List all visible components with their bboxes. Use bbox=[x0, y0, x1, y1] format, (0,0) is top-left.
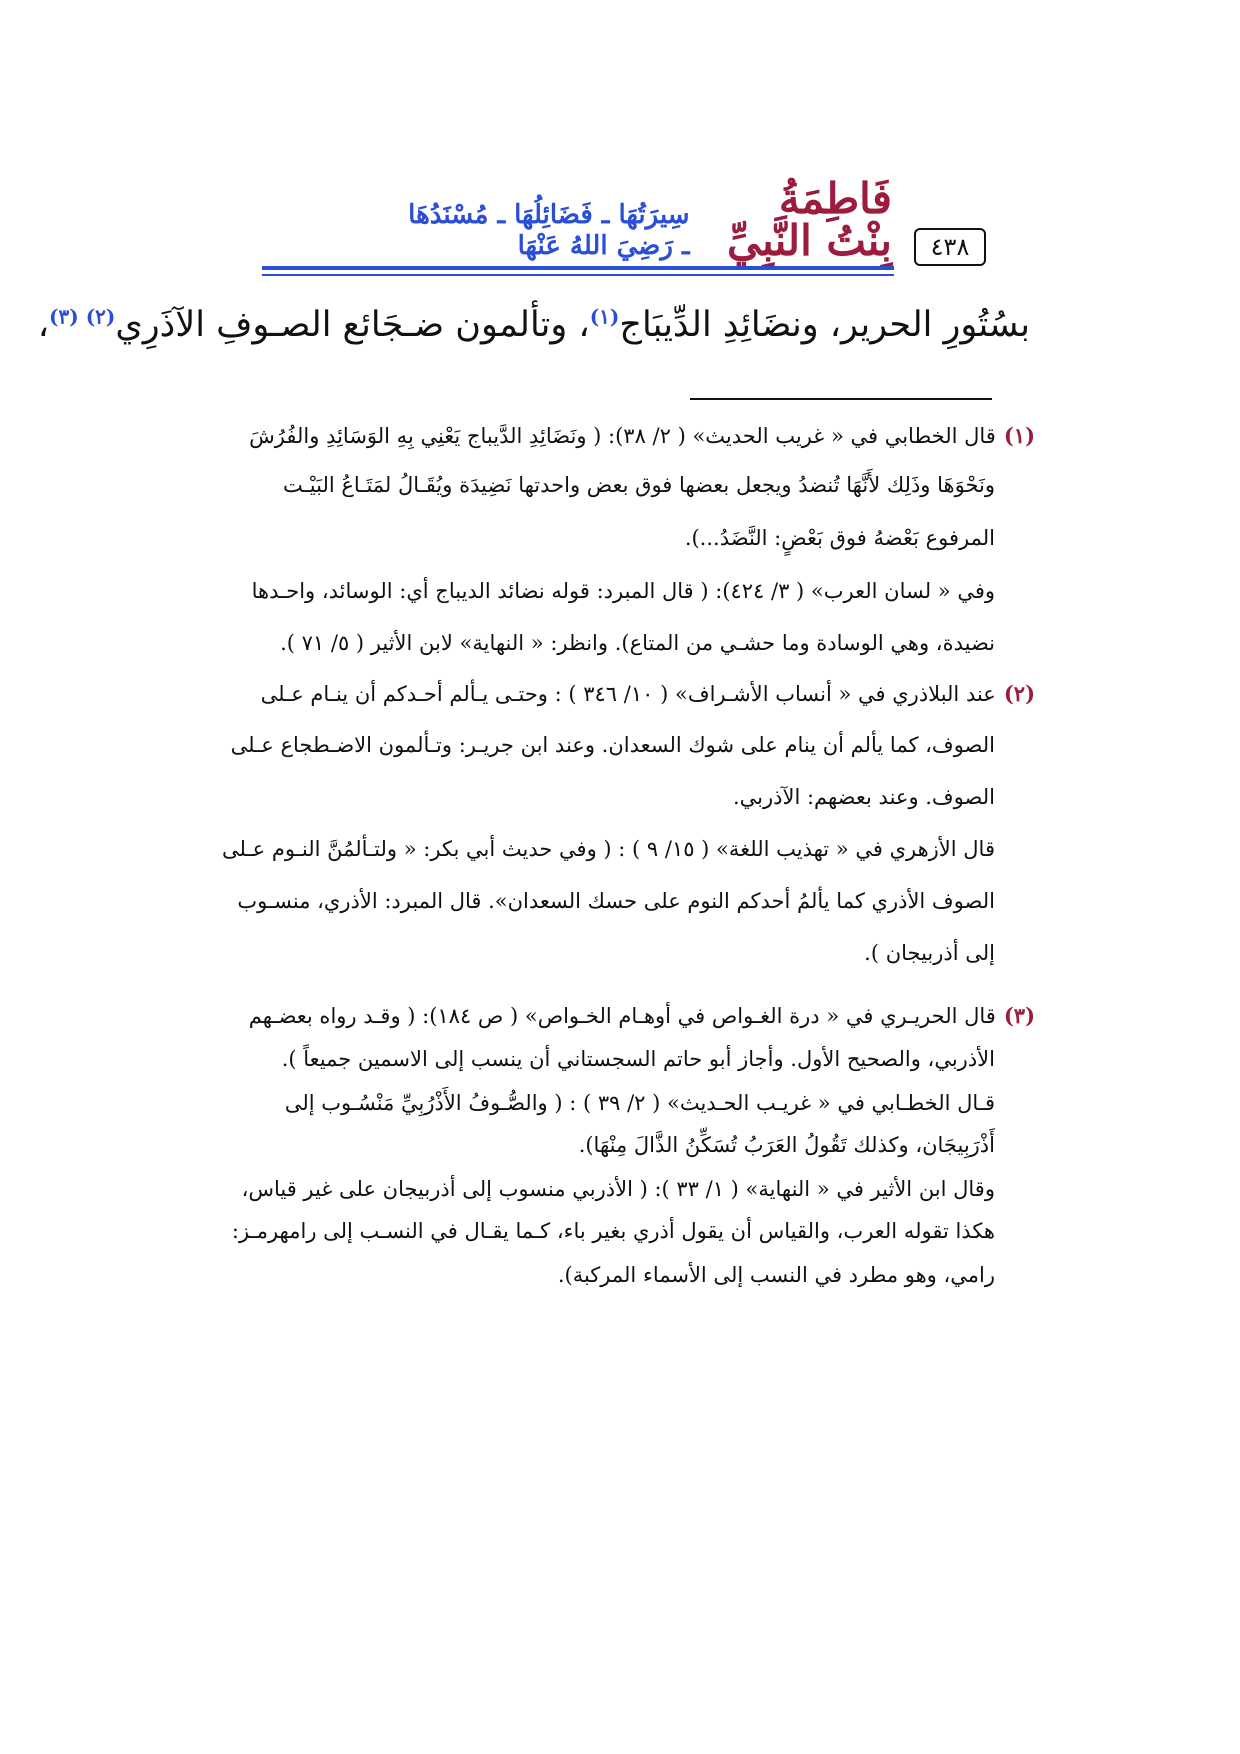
footnote-2-text: عند البلاذري في « أنساب الأشـراف» ( ١٠/ ٣٤٦ ) : وحتـى يـألم أحـدكم أن ينـام عـلى bbox=[260, 682, 996, 706]
footnote-3-line-5: وقال ابن الأثير في « النهاية» ( ١/ ٣٣ ): ( الأذربي منسوب إلى أذربيجان على غير قياس، bbox=[241, 1177, 995, 1201]
footnote-2-line-5: الصوف الأذري كما يألمُ أحدكم النوم على حسك السعدان». قال المبرد: الأذري، منسـوب bbox=[237, 889, 995, 913]
footnote-1-line-4: وفي « لسان العرب» ( ٣/ ٤٢٤): ( قال المبرد: قوله نضائد الديباج أي: الوسائد، واحـدها bbox=[251, 579, 995, 603]
header-rule-thick bbox=[262, 266, 894, 270]
footnote-3-line-7: رامي، وهو مطرد في النسب إلى الأسماء المركبة). bbox=[557, 1263, 995, 1287]
footnote-3-number: (٣) bbox=[1003, 1003, 1035, 1028]
footnote-1-line-5: نضيدة، وهي الوسادة وما حشـي من المتاع). وانظر: « النهاية» لابن الأثير ( ٥/ ٧١ ). bbox=[280, 631, 995, 655]
footnote-3-line-6: هكذا تقوله العرب، والقياس أن يقول أذري بغير باء، كـما يقـال في النسـب إلى رامهرمـز: bbox=[231, 1219, 995, 1243]
header-rule-thin bbox=[262, 274, 894, 276]
footnote-1-number: (١) bbox=[1003, 423, 1035, 448]
footnote-3-line-1 bbox=[205, 1002, 1035, 1030]
footnote-3-text: قال الحريـري في « درة الغـواص في أوهـام الخـواص» ( ص ١٨٤): ( وقـد رواه بعضـهم bbox=[248, 1004, 996, 1028]
main-text-part3: ، bbox=[37, 305, 50, 345]
footnote-1-line-2: ونَحْوَهَا وذَلِك لأَنَّهَا تُنضدُ ويجعل بعضها فوق بعض واحدتها نَضِيدَة ويُقَـالُ لمَتَـاعُ البَيْـت bbox=[283, 473, 995, 497]
book-title bbox=[392, 174, 892, 265]
footnote-3-line-4: أَذْرَبِيجَان، وكذلك تَقُولُ العَرَبُ تُسَكِّنُ الذَّالَ مِنْهَا). bbox=[578, 1133, 995, 1157]
book-title-name: فَاطِمَةُ بِنْتُ النَّبِيِّ bbox=[726, 174, 892, 265]
footnote-2-line-4: قال الأزهري في « تهذيب اللغة» ( ١٥/ ٩ ) : ( وفي حديث أبي بكر: « ولتـألمُنَّ النـوم عـلى bbox=[222, 837, 995, 861]
main-text-part1: بسُتُورِ الحرير، ونضَائِدِ الدِّيبَاج bbox=[619, 305, 1030, 345]
main-text-line bbox=[37, 304, 1030, 346]
page-number: ٤٣٨ bbox=[914, 228, 986, 266]
footnote-2-line-1 bbox=[205, 680, 1035, 708]
footnote-2-line-6: إلى أذربيجان ). bbox=[864, 941, 995, 965]
footnote-2-line-3: الصوف. وعند بعضهم: الآذربي. bbox=[732, 785, 995, 809]
page-header bbox=[262, 174, 992, 278]
main-text-part2: ، وتألمون ضـجَائع الصـوفِ الآذَرِي bbox=[115, 305, 590, 345]
book-title-subtitle: سِيرَتُهَا ـ فَضَائِلُهَا ـ مُسْنَدُهَا ـ رَضِيَ اللهُ عَنْهَا bbox=[408, 199, 690, 261]
footnote-ref-2-3[interactable]: (٢) (٣) bbox=[49, 304, 116, 329]
footnote-1-text: قال الخطابي في « غريب الحديث» ( ٢/ ٣٨): ( ونَضَائِدِ الدَّيباج يَعْنِي بِهِ الوَسَائِدِ والفُرُشَ bbox=[249, 424, 996, 448]
footnote-3-line-3: قـال الخطـابي في « غريـب الحـديث» ( ٢/ ٣٩ ) : ( والصُّـوفُ الأَذْرُبِيِّ مَنْسُـوب إلى bbox=[284, 1091, 995, 1115]
footnote-3-line-2: الأذربي، والصحيح الأول. وأجاز أبو حاتم السجستاني أن ينسب إلى الاسمين جميعاً ). bbox=[281, 1047, 995, 1071]
footnote-1-line-1 bbox=[205, 422, 1035, 450]
footnote-ref-1[interactable]: (١) bbox=[589, 304, 620, 329]
footnote-2-number: (٢) bbox=[1003, 681, 1035, 706]
footnote-2-line-2: الصوف، كما يألم أن ينام على شوك السعدان. وعند ابن جريـر: وتـألمون الاضـطجاع عـلى bbox=[230, 733, 995, 757]
footnote-separator bbox=[690, 398, 992, 400]
footnote-1-line-3: المرفوع بَعْضهُ فوق بَعْضٍ: النَّضَدُ...). bbox=[684, 526, 995, 550]
